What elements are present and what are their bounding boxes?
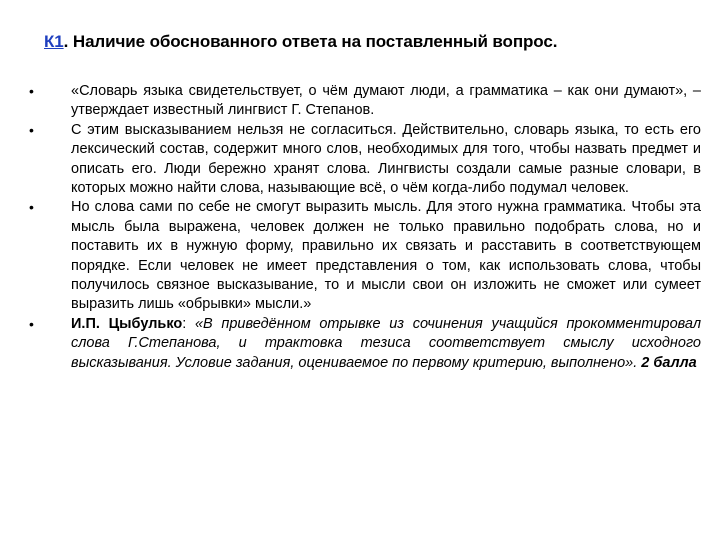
- bullet-item: [29, 198, 701, 314]
- bullet-text: С этим высказыванием нельзя не согласиться. Действительно, словарь языка, то есть его лексический состав, содержит много слов, необходимых для того, чтобы назвать предмет и описать его. Люди бережно хранят слова. Лингвисты создали самые разные словари, в которых можно найти слова, называющие всё, о чём когда-либо подумал человек.: [71, 121, 701, 197]
- expert-colon: :: [182, 315, 195, 332]
- heading-title: . Наличие обоснованного ответа на поставленный вопрос.: [63, 32, 558, 51]
- bullet-dot-icon: •: [29, 121, 34, 138]
- expert-score: 2 балла: [637, 354, 697, 371]
- criterion-code-link[interactable]: К1: [44, 32, 64, 51]
- expert-comment: [71, 315, 701, 373]
- bullet-item: [29, 315, 701, 373]
- bullet-item: [29, 121, 701, 199]
- bullet-item: [29, 82, 701, 121]
- bullet-text: Но слова сами по себе не смогут выразить мысль. Для этого нужна грамматика. Чтобы эта мысль была выражена, человек должен не только правильно подобрать слова, но и поставить их в нужную форму, правильно их связать и расставить в соответствующем порядке. Если человек не имеет представления о том, как использовать слова, чтобы получилось связное высказывание, то и мысли свои он изложить не сможет или сумеет выразить лишь «обрывки» мысли.»: [71, 199, 701, 313]
- bullet-dot-icon: •: [29, 315, 34, 332]
- bullet-text: «Словарь языка свидетельствует, о чём думают люди, а грамматика – как они думают», – утверждает известный лингвист Г. Степанов.: [71, 83, 701, 119]
- bullet-dot-icon: •: [29, 199, 34, 216]
- heading: [44, 31, 684, 53]
- bullet-list: [29, 82, 701, 373]
- expert-quote: «В приведённом отрывке из сочинения учащийся прокомментировал слова Г.Степанова, и трактовка тезиса соответствует смыслу исходного высказывания. Условие задания, оцениваемое по первому критерию, выполнено».: [71, 315, 701, 371]
- expert-author: И.П. Цыбулько: [71, 315, 183, 332]
- bullet-dot-icon: •: [29, 83, 34, 99]
